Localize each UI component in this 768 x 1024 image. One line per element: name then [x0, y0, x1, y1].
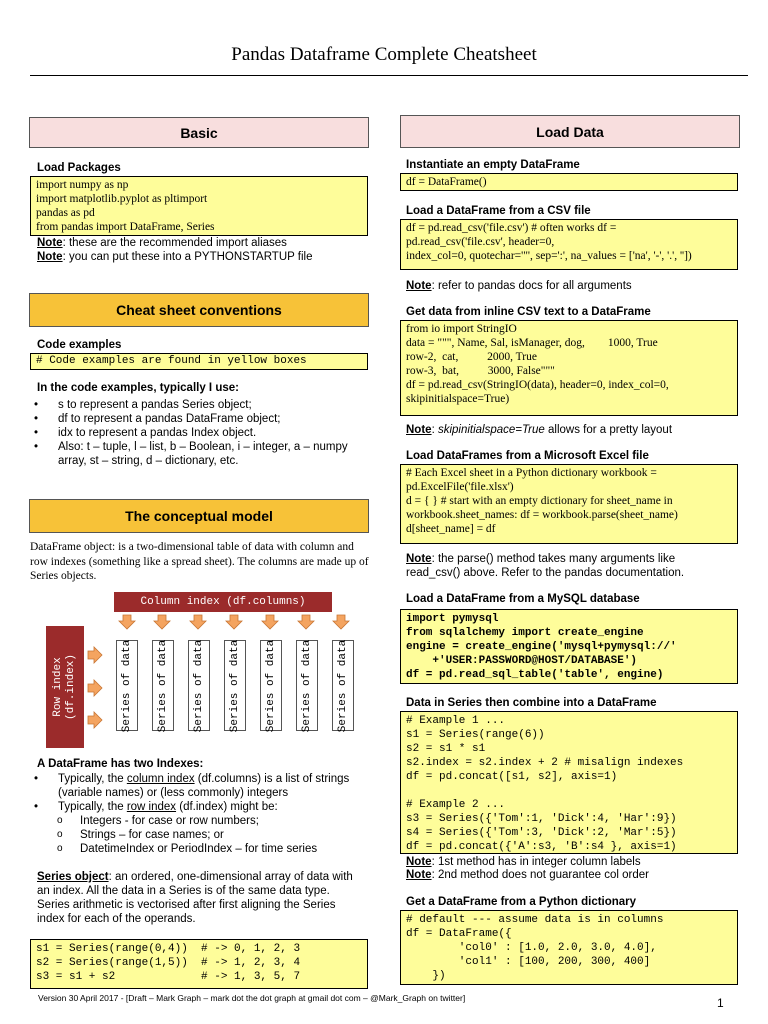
series-column: Series of data	[152, 640, 174, 731]
series-note-1: Note: 1st method has in integer column labels	[406, 856, 641, 868]
conventions-header: Cheat sheet conventions	[29, 293, 369, 327]
list-item: • Typically, the column index (df.columns) is a list of strings (variable names) or (less commonly) integers	[30, 772, 365, 800]
series-column: Series of data	[116, 640, 138, 731]
arrow-icon	[262, 615, 278, 629]
two-indexes-title: A DataFrame has two Indexes:	[37, 758, 204, 770]
basic-header: Basic	[29, 117, 369, 148]
model-intro: DataFrame object: is a two-dimensional table of data with column and row indexes (something like a spread sheet). The columns are made up of Series objects.	[30, 541, 369, 582]
list-item: o Strings – for case names; or	[30, 828, 365, 842]
series-combine-code: # Example 1 ... s1 = Series(range(6)) s2 = s1 * s1 s2.index = s2.index + 2 # misalign indexes df = pd.concat([s1, s2], axis=1) # Example 2 ... s3 = Series({'Tom':1, 'Dick':4, 'Har':9}) s4 = Series({'Tom':3, 'Dick':2, 'Mar':5}) df = pd.concat({'A':s3, 'B':s4 }, axis=1)	[400, 711, 738, 854]
mysql-code: import pymysql from sqlalchemy import create_engine engine = create_engine('mysql+pymysql://' +'USER:PASSWORD@HOST/DATABASE') df = pd.read_sql_table('table', engine)	[400, 609, 738, 684]
inline-csv-code: from io import StringIO data = """, Name, Sal, isManager, dog, 1000, True row-2, cat, 2000, True row-3, bat, 3000, False""" df = pd.read_csv(StringIO(data), header=0, index_col=0, skipinitialspace=True)	[400, 320, 738, 416]
list-item: • Also: t – tuple, l – list, b – Boolean, i – integer, a – numpy array, st – string, d – dictionary, etc.	[30, 440, 350, 468]
arrow-icon	[88, 712, 102, 728]
footer: Version 30 April 2017 - [Draft – Mark Graph – mark dot the dot graph at gmail dot com – @Mark_Graph on twitter]	[38, 993, 466, 1003]
page-title: Pandas Dataframe Complete Cheatsheet	[231, 44, 537, 65]
arrow-icon	[88, 647, 102, 663]
list-item: • Typically, the row index (df.index) might be:	[30, 800, 365, 814]
csv-note: Note: refer to pandas docs for all arguments	[406, 280, 632, 292]
series-object-desc: Series object: an ordered, one-dimensional array of data with an index. All the data in a Series is of the same data type. Series arithmetic is vectorised after first aligning the Series index for each of the operands.	[37, 871, 353, 925]
series-column: Series of data	[224, 640, 246, 731]
code-examples-code: # Code examples are found in yellow boxes	[30, 353, 368, 370]
list-item: • df to represent a pandas DataFrame object;	[30, 412, 350, 426]
csv-code: df = pd.read_csv('file.csv') # often works df = pd.read_csv('file.csv', header=0, index_col=0, quotechar='"', sep=':', na_values = ['na', '-', '.', ''])	[400, 219, 738, 270]
model-header: The conceptual model	[29, 499, 369, 533]
indexes-list	[30, 772, 365, 856]
row-index-label: Row index (df.index)	[52, 653, 78, 721]
series-column: Series of data	[188, 640, 210, 731]
dict-title: Get a DataFrame from a Python dictionary	[406, 896, 637, 908]
series-column: Series of data	[332, 640, 354, 731]
inline-csv-title: Get data from inline CSV text to a DataFrame	[406, 306, 651, 318]
dict-code: # default --- assume data is in columns df = DataFrame({ 'col0' : [1.0, 2.0, 3.0, 4.0], 'col1' : [100, 200, 300, 400] })	[400, 910, 738, 985]
empty-df-code: df = DataFrame()	[400, 173, 738, 191]
basic-note-1: Note: these are the recommended import aliases	[37, 237, 287, 249]
series-column: Series of data	[260, 640, 282, 731]
load-packages-code: import numpy as np import matplotlib.pyplot as pltimport pandas as pd from pandas import DataFrame, Series	[30, 176, 368, 236]
inline-csv-note: Note: skipinitialspace=True allows for a pretty layout	[406, 424, 673, 436]
arrow-icon	[226, 615, 242, 629]
arrow-icon	[333, 615, 349, 629]
basic-note-2: Note: you can put these into a PYTHONSTARTUP file	[37, 251, 313, 263]
series-code: s1 = Series(range(0,4)) # -> 0, 1, 2, 3 s2 = Series(range(1,5)) # -> 1, 2, 3, 4 s3 = s1 + s2 # -> 1, 3, 5, 7	[30, 939, 368, 989]
list-item: • s to represent a pandas Series object;	[30, 398, 350, 412]
code-examples-title: Code examples	[37, 339, 122, 351]
typically-title: In the code examples, typically I use:	[37, 382, 239, 394]
list-item: o DatetimeIndex or PeriodIndex – for time series	[30, 842, 365, 856]
load-packages-title: Load Packages	[37, 162, 121, 174]
excel-code: # Each Excel sheet in a Python dictionary workbook = pd.ExcelFile('file.xlsx') d = { } # start with an empty dictionary for sheet_name in workbook.sheet_names: df = workbook.parse(sheet_name) d[sheet_name] = df	[400, 464, 738, 544]
mysql-title: Load a DataFrame from a MySQL database	[406, 593, 640, 605]
series-combine-title: Data in Series then combine into a DataFrame	[406, 697, 657, 709]
page-number: 1	[717, 996, 724, 1010]
arrow-icon	[154, 615, 170, 629]
empty-df-title: Instantiate an empty DataFrame	[406, 159, 580, 171]
series-column: Series of data	[296, 640, 318, 731]
load-data-header: Load Data	[400, 115, 740, 148]
excel-note: Note: the parse() method takes many arguments like read_csv() above. Refer to the pandas documentation.	[406, 553, 685, 579]
arrow-icon	[88, 680, 102, 696]
csv-title: Load a DataFrame from a CSV file	[406, 205, 591, 217]
arrow-icon	[190, 615, 206, 629]
arrow-icon	[119, 615, 135, 629]
list-item: • idx to represent a pandas Index object.	[30, 426, 350, 440]
series-note-2: Note: 2nd method does not guarantee col order	[406, 869, 649, 881]
arrow-icon	[298, 615, 314, 629]
excel-title: Load DataFrames from a Microsoft Excel file	[406, 450, 649, 462]
list-item: o Integers - for case or row numbers;	[30, 814, 365, 828]
column-index-label: Column index (df.columns)	[140, 596, 306, 608]
